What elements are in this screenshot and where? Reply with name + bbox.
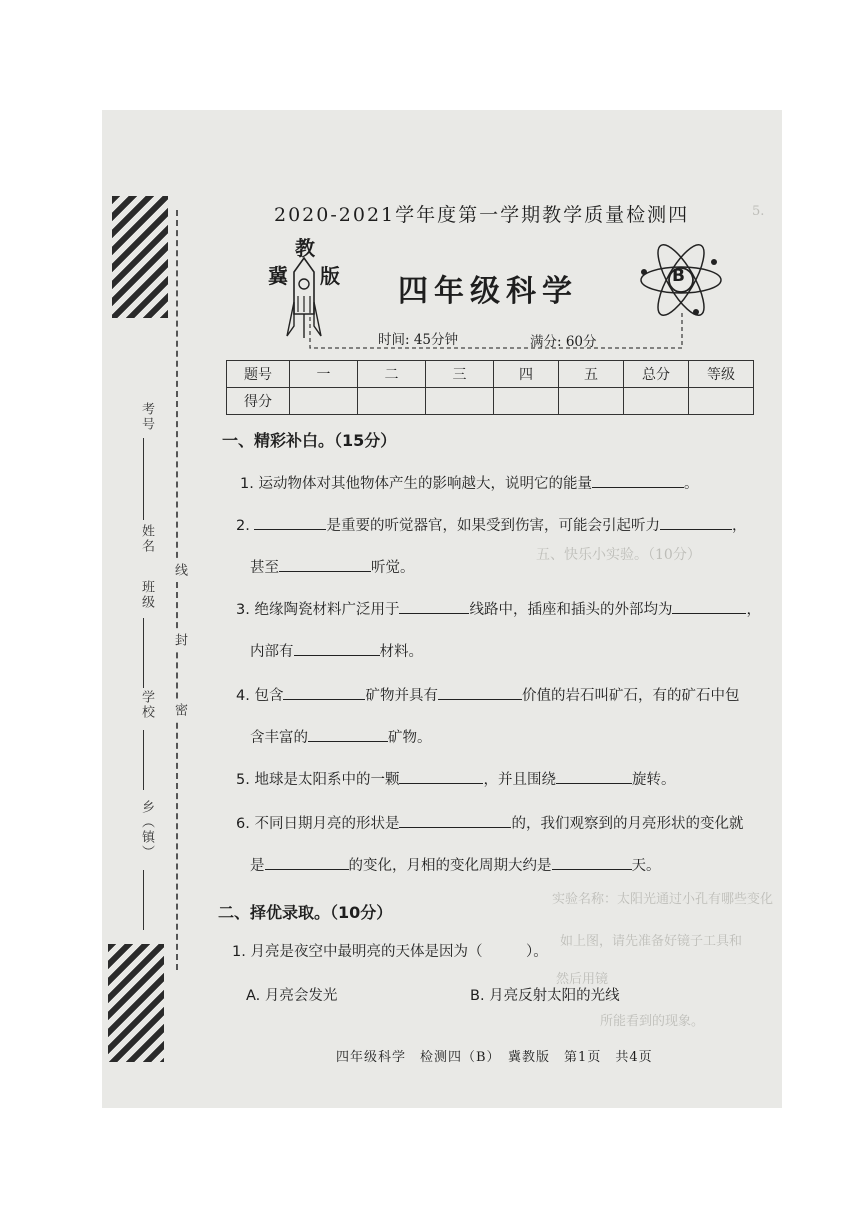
score-input-cell[interactable] [358,388,426,415]
score-cell: 五 [559,361,624,388]
binding-stripes-bottom [108,944,164,1062]
exam-no-label: 考号 [139,402,154,432]
school-blank [143,730,144,790]
answer-blank[interactable] [279,556,371,572]
binding-stripes-top [112,196,168,318]
question-1-2 [236,514,746,536]
bleed-line1: 实验名称：太阳光通过小孔有哪些变化 [552,892,774,907]
exam-no-blank [143,438,144,520]
bleed-line4: 所能看到的现象。 [600,1014,705,1029]
q-text: 甚至 [250,560,279,576]
edition-char-ji: 冀 [268,264,288,288]
q-text: 矿物。 [388,730,432,746]
q-text: ， [746,602,761,618]
q-text: 。 [683,476,699,492]
q-text: 内部有 [250,644,294,660]
answer-blank[interactable] [265,854,349,870]
question-1-1 [240,472,698,494]
score-input-cell[interactable] [689,388,754,415]
q-text: 6. 不同日期月亮的形状是 [236,816,400,832]
score-table-score-row [227,388,754,415]
q-text: 的，我们观察到的月亮形状的变化就 [511,816,744,832]
subject-title: 四年级科学 [398,274,578,309]
q-text: 听觉。 [371,560,415,576]
answer-blank[interactable] [399,812,511,828]
answer-blank[interactable] [283,684,365,700]
bleed-corner: 5. [752,204,765,219]
q-text: 是重要的听觉器官，如果受到伤害，可能会引起听力 [326,518,660,534]
score-table [226,360,754,415]
answer-blank[interactable] [552,854,632,870]
edition-char-ban: 版 [320,264,340,288]
answer-blank[interactable] [556,768,632,784]
answer-blank[interactable] [672,598,746,614]
q-text: 天。 [631,858,661,874]
q-text: 的变化，月相的变化周期大约是 [348,858,552,874]
question-1-6-cont [250,854,661,876]
school-label: 学校 [139,690,154,720]
q-text: ，并且围绕 [483,772,556,788]
q-text: 5. 地球是太阳系中的一颗 [236,772,400,788]
answer-blank[interactable] [592,472,684,488]
score-input-cell[interactable] [290,388,358,415]
question-1-5 [236,768,675,790]
bleed-line2: 如上图，请先准备好镜子工具和 [560,934,743,949]
score-cell: 总分 [624,361,689,388]
section1-title: 一、精彩补白。（15分） [222,431,397,450]
score-cell: 得分 [227,388,290,415]
time-label: 时间: 45分钟 [378,332,459,348]
q-text: ， [731,518,747,534]
q-text: 材料。 [379,644,423,660]
edition-char-jiao: 教 [295,236,315,260]
class-label: 班级 [139,580,154,610]
line-mark: 线 [170,560,189,581]
answer-blank[interactable] [308,726,388,742]
question-1-4-cont [250,726,432,748]
q-text: 矿物并具有 [365,688,438,704]
answer-blank[interactable] [294,640,380,656]
score-input-cell[interactable] [494,388,559,415]
exam-title: 2020-2021学年度第一学期教学质量检测四 [274,204,690,226]
score-cell: 题号 [227,361,290,388]
score-cell: 三 [426,361,494,388]
bleed-line3: 然后用镜 [556,972,609,987]
answer-blank[interactable] [399,598,469,614]
score-table-header-row [227,361,754,388]
q-text: 价值的岩石叫矿石，有的矿石中包 [521,688,740,704]
score-input-cell[interactable] [624,388,689,415]
question-1-4 [236,684,739,706]
q-text: 1. 运动物体对其他物体产生的影响越大，说明它的能量 [240,476,592,492]
question-1-6 [236,812,743,834]
class-blank [143,618,144,688]
town-label: 乡（镇） [139,800,154,860]
header-dashed-frame [290,304,690,354]
option-a[interactable]: A. 月亮会发光 [246,988,338,1004]
score-label: 满分: 60分 [530,334,597,350]
question-1-3 [236,598,761,620]
answer-blank[interactable] [254,514,326,530]
score-cell: 一 [290,361,358,388]
binding-dashed-line [176,210,178,970]
q-text: 旋转。 [631,772,676,788]
q-text: 含丰富的 [250,730,308,746]
bleed-section5: 五、快乐小实验。（10分） [536,547,701,563]
section2-title: 二、择优录取。（10分） [218,903,393,922]
answer-blank[interactable] [438,684,522,700]
version-badge: B [672,266,685,286]
q-text: 是 [250,858,265,874]
secret-mark: 密 [170,700,189,721]
question-1-2-cont [250,556,415,578]
q-text: 线路中，插座和插头的外部均为 [469,602,673,618]
score-cell: 等级 [689,361,754,388]
q-text: 4. 包含 [236,688,284,704]
score-input-cell[interactable] [559,388,624,415]
answer-blank[interactable] [660,514,732,530]
seal-mark: 封 [170,630,189,651]
name-label: 姓名 [139,524,154,554]
question-1-3-cont [250,640,423,662]
score-cell: 四 [494,361,559,388]
answer-blank[interactable] [399,768,483,784]
score-cell: 二 [358,361,426,388]
page-footer: 四年级科学 检测四（B） 冀教版 第1页 共4页 [336,1050,653,1065]
q-text: 2. [236,518,250,534]
town-blank [143,870,144,930]
question-2-1: 1. 月亮是夜空中最明亮的天体是因为（ ）。 [232,944,548,960]
q-text: 3. 绝缘陶瓷材料广泛用于 [236,602,400,618]
option-b[interactable]: B. 月亮反射太阳的光线 [470,988,620,1004]
score-input-cell[interactable] [426,388,494,415]
